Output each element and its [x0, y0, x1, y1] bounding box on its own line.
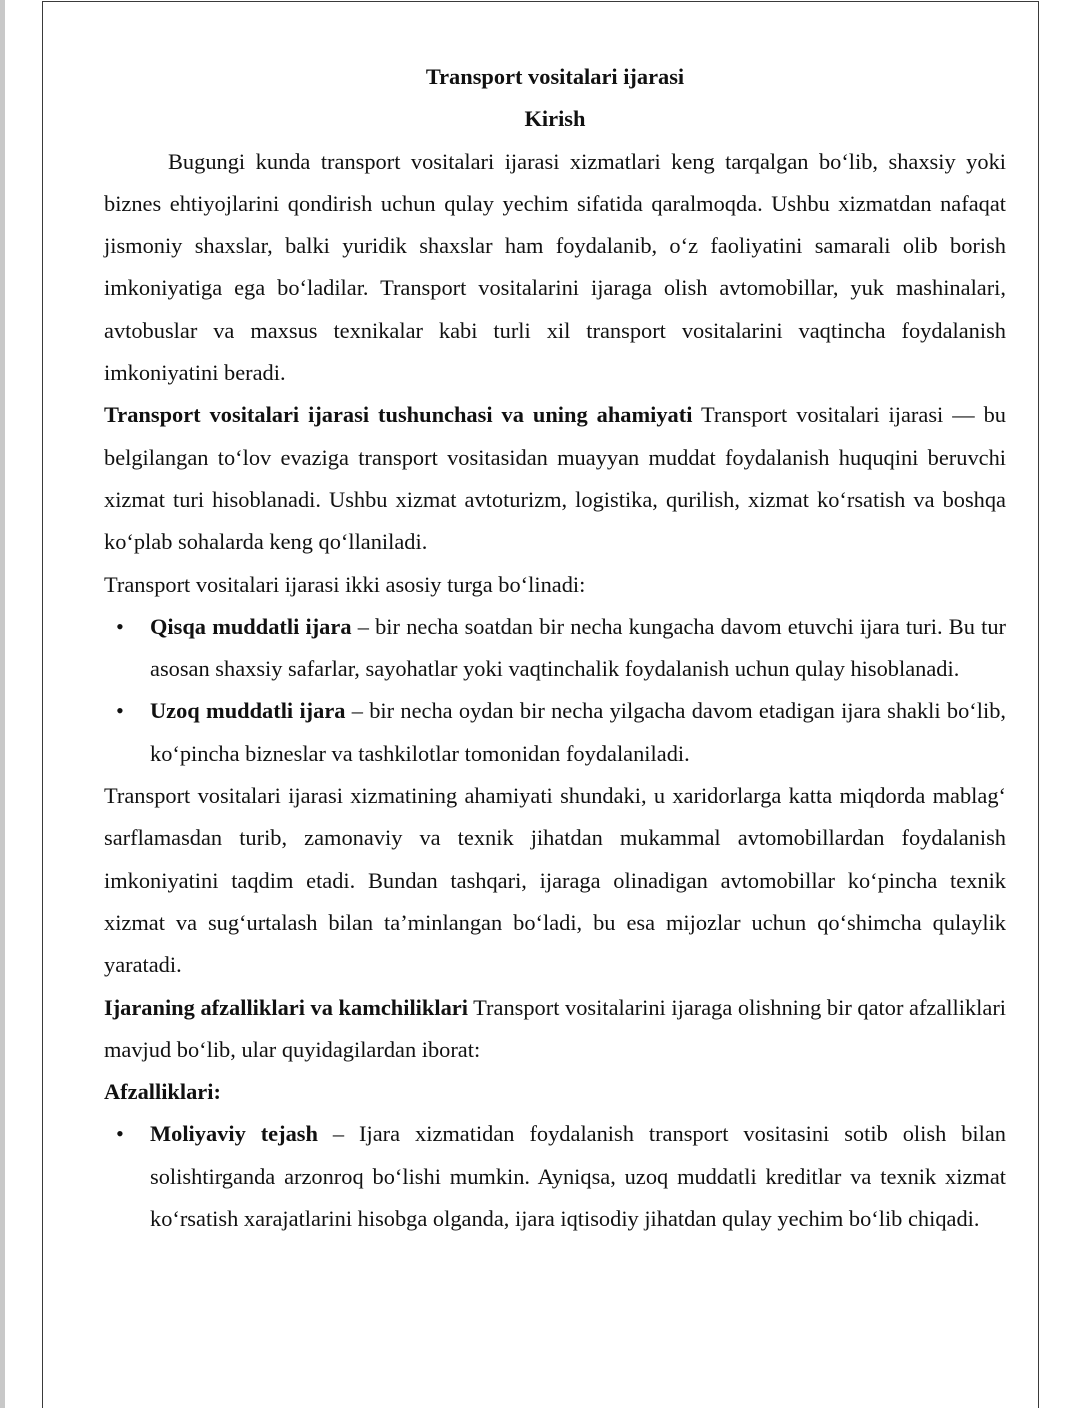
list-item — [104, 1113, 1006, 1240]
document-page — [42, 1, 1039, 1408]
pros-cons-text: Transport vositalarini ijaraga olishning bir qator afzalliklari mavjud bo‘lib, ular quyidagilardan iborat: — [104, 994, 1006, 1062]
concept-text: Transport vositalari ijarasi — bu belgilangan to‘lov evaziga transport vositasidan muayyan muddat foydalanish huquqini beruvchi xizmat turi hisoblanadi. Ushbu xizmat avtoturizm, logistika, qurilish, xizmat ko‘rsatish va boshqa ko‘plab sohalarda keng qo‘llaniladi. — [104, 402, 1007, 555]
list-item-term: Moliyaviy tejash — [150, 1121, 318, 1147]
list-item-text: – Ijara xizmatidan foydalanish transport vositasini sotib olish bilan solishtirganda arzonroq bo‘lishi mumkin. Ayniqsa, uzoq muddatli kreditlar va texnik xizmat ko‘rsatish xarajatlarini hisobga olganda, ijara iqtisodiy jihatdan qulay yechim bo‘lib chiqadi. — [150, 1121, 1006, 1232]
window-edge-shadow — [0, 0, 5, 1408]
bullet-icon: • — [116, 613, 124, 639]
advantages-heading — [104, 1071, 1006, 1113]
bullet-icon: • — [116, 1121, 124, 1147]
list-item-text: – bir necha soatdan bir necha kungacha davom etuvchi ijara turi. Bu tur asosan shaxsiy safarlar, sayohatlar yoki vaqtinchalik foydalanish uchun qulay hisoblanadi. — [150, 613, 1006, 682]
document-title: Transport vositalari ijarasi — [425, 64, 685, 89]
concept-heading: Transport vositalari ijarasi tushunchasi va uning ahamiyati — [104, 402, 693, 428]
advantages-heading-text: Afzalliklari: — [104, 1079, 221, 1105]
document-body — [104, 56, 1006, 1240]
list-item-text: – bir necha oydan bir necha yilgacha davom etadigan ijara shakli bo‘lib, ko‘pincha bizneslar va tashkilotlar tomonidan foydalaniladi. — [150, 698, 1006, 766]
list-item-term: Uzoq muddatli ijara — [150, 698, 346, 724]
list-item — [104, 606, 1006, 691]
pros-cons-heading: Ijaraning afzalliklari va kamchiliklari — [104, 994, 468, 1020]
types-intro: Transport vositalari ijarasi ikki asosiy turga bo‘linadi: — [104, 571, 586, 597]
section-heading-intro: Kirish — [524, 106, 586, 132]
concept-paragraph — [104, 394, 1006, 563]
list-item — [104, 690, 1006, 775]
intro-paragraph: Bugungi kunda transport vositalari ijarasi xizmatlari keng tarqalgan bo‘lib, shaxsiy yoki biznes ehtiyojlarini qondirish uchun qulay yechim sifatida qaralmoqda. Ushbu xizmatdan nafaqat jismoniy shaxslar, balki yuridik shaxslar ham foydalanib, o‘z faoliyatini samarali olib borish imkoniyatiga ega bo‘ladilar. Transport vositalarini ijaraga olish avtomobillar, yuk mashinalari, avtobuslar va maxsus texnikalar kabi turli xil transport vositalarini vaqtincha foydalanish imkoniyatini beradi. — [104, 148, 1006, 386]
rental-types-list — [104, 606, 1006, 775]
pros-cons-paragraph — [104, 987, 1006, 1072]
advantages-list — [104, 1113, 1006, 1240]
importance-paragraph: Transport vositalari ijarasi xizmatining ahamiyati shundaki, u xaridorlarga katta miqdorda mablag‘ sarflamasdan turib, zamonaviy va texnik jihatdan mukammal avtomobillardan foydalanish imkoniyatini taqdim etadi. Bundan tashqari, ijaraga olinadigan avtomobillar ko‘pincha texnik xizmat va sug‘urtalash bilan ta’minlangan bo‘ladi, bu esa mijozlar uchun qo‘shimcha qulaylik yaratadi. — [104, 783, 1006, 978]
bullet-icon: • — [116, 698, 124, 724]
list-item-term: Qisqa muddatli ijara — [150, 613, 352, 639]
